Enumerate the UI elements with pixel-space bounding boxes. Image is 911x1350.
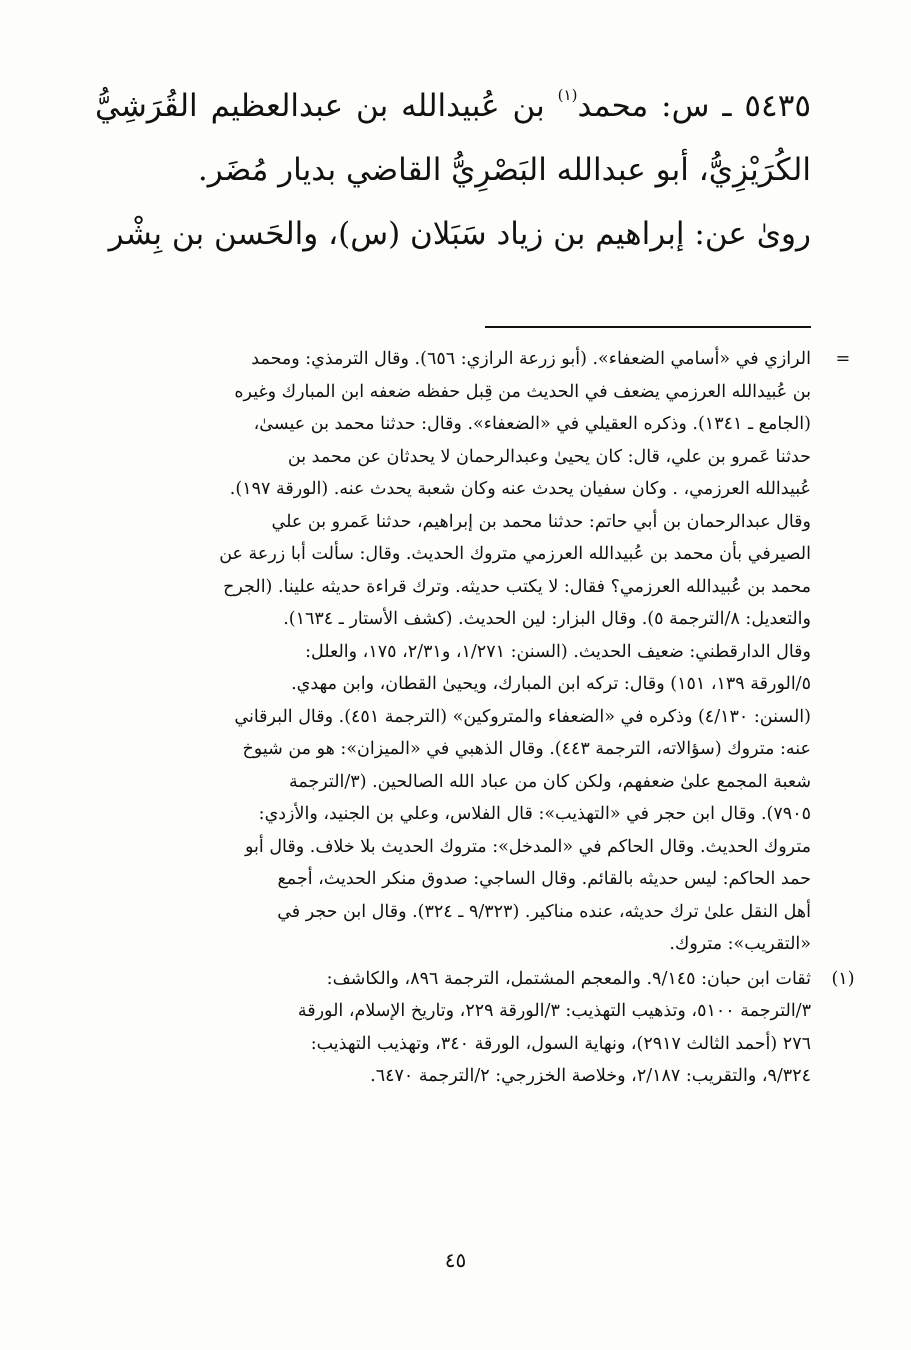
footnote-line: شعبة المجمع علىٰ ضعفهم، ولكن كان من عباد الله الصالحين. (٣/الترجمة bbox=[288, 771, 811, 792]
footnote-line: متروك الحديث. وقال الحاكم في «المدخل»: متروك الحديث بلا خلاف. وقال أبو bbox=[245, 836, 811, 857]
footnote-line: (السنن: ٤/١٣٠) وذكره في «الضعفاء والمتروكين» (الترجمة ٤٥١). وقال البرقاني bbox=[234, 706, 811, 727]
footnote-reference[interactable]: (١) bbox=[557, 86, 578, 104]
footnote-line: والتعديل: ٨/الترجمة ٥). وقال البزار: لين الحديث. (كشف الأستار ـ ١٦٣٤). bbox=[283, 609, 811, 629]
footnote-separator bbox=[485, 326, 811, 328]
footnote bbox=[151, 963, 855, 1093]
entry-heading-start: ٥٤٣٥ ـ س: محمد bbox=[577, 88, 811, 124]
main-text bbox=[95, 74, 811, 266]
footnote-line: ثقات ابن حبان: ٩/١٤٥. والمعجم المشتمل، الترجمة ٨٩٦، والكاشف: bbox=[326, 968, 811, 989]
footnote-line: حمد الحاكم: ليس حديثه بالقائم. وقال الساجي: صدوق منكر الحديث، أجمع bbox=[277, 869, 811, 889]
footnote-line: «التقريب»: متروك. bbox=[669, 934, 811, 954]
footnote-line: ٥/الورقة ١٣٩، ١٥١) وقال: تركه ابن المبارك، ويحيىٰ القطان، وابن مهدي. bbox=[291, 674, 811, 694]
footnote-line: الصيرفي بأن محمد بن عُبيدالله العرزمي متروك الحديث. وقال: سألت أبا زرعة عن bbox=[219, 544, 811, 564]
footnotes-section bbox=[151, 343, 855, 1095]
entry-narration: روىٰ عن: إبراهيم بن زياد سَبَلان (س)، والحَسن بن بِشْر bbox=[108, 216, 811, 252]
page-number: ٤٥ bbox=[444, 1248, 467, 1272]
footnote-line: ٢٧٦ (أحمد الثالث ٢٩١٧)، ونهاية السول، الورقة ٣٤٠، وتهذيب التهذيب: bbox=[310, 1033, 811, 1054]
entry-heading bbox=[95, 74, 811, 202]
footnote-line: أهل النقل علىٰ ترك حديثه، عنده مناكير. (٩/٣٢٣ ـ ٣٢٤). وقال ابن حجر في bbox=[277, 901, 811, 922]
footnote-line: الرازي في «أسامي الضعفاء». (أبو زرعة الرازي: ٦٥٦). وقال الترمذي: ومحمد bbox=[251, 349, 811, 369]
footnote bbox=[151, 343, 851, 961]
footnote-line: (الجامع ـ ١٣٤١). وذكره العقيلي في «الضعفاء». وقال: حدثنا محمد بن عيسىٰ، bbox=[253, 414, 811, 434]
footnote-marker: = bbox=[835, 349, 851, 369]
footnote-line: وقال عبدالرحمان بن أبي حاتم: حدثنا محمد بن إبراهيم، حدثنا عَمرو بن علي bbox=[271, 511, 811, 532]
footnote-line: ٩/٣٢٤، والتقريب: ٢/١٨٧، وخلاصة الخزرجي: ٢/الترجمة ٦٤٧٠. bbox=[370, 1066, 811, 1086]
footnote-marker: (١) bbox=[831, 968, 855, 989]
footnote-line: وقال الدارقطني: ضعيف الحديث. (السنن: ١/٢٧١، و٢/٣١، ١٧٥، والعلل: bbox=[305, 641, 811, 662]
footnote-line: محمد بن عُبيدالله العرزمي؟ فقال: لا يكتب حديثه. وترك قراءة حديثه علينا. (الجرح bbox=[223, 576, 811, 597]
footnote-line: عنه: متروك (سؤالاته، الترجمة ٤٤٣). وقال الذهبي في «الميزان»: هو من شيوخ bbox=[242, 739, 811, 759]
footnote-line: ٣/الترجمة ٥١٠٠، وتذهيب التهذيب: ٣/الورقة ٢٢٩، وتاريخ الإسلام، الورقة bbox=[297, 1001, 811, 1021]
footnote-line: حدثنا عَمرو بن علي، قال: كان يحيىٰ وعبدالرحمان لا يحدثان عن محمد بن bbox=[287, 446, 811, 467]
footnote-line: ٧٩٠٥). وقال ابن حجر في «التهذيب»: قال الفلاس، وعلي بن الجنيد، والأزدي: bbox=[258, 804, 811, 824]
entry-heading-rest: بن عُبيدالله بن عبدالعظيم القُرَشِيُّ الكُرَيْزِيُّ، أبو عبدالله البَصْرِيُّ القاضي بديار مُضَر. bbox=[95, 88, 811, 188]
footnote-line: عُبيدالله العرزمي، . وكان سفيان يحدث عنه وكان شعبة يحدث عنه. (الورقة ١٩٧). bbox=[229, 479, 811, 499]
footnote-line: بن عُبيدالله العرزمي يضعف في الحديث من قِبل حفظه ضعفه ابن المبارك وغيره bbox=[234, 381, 811, 402]
